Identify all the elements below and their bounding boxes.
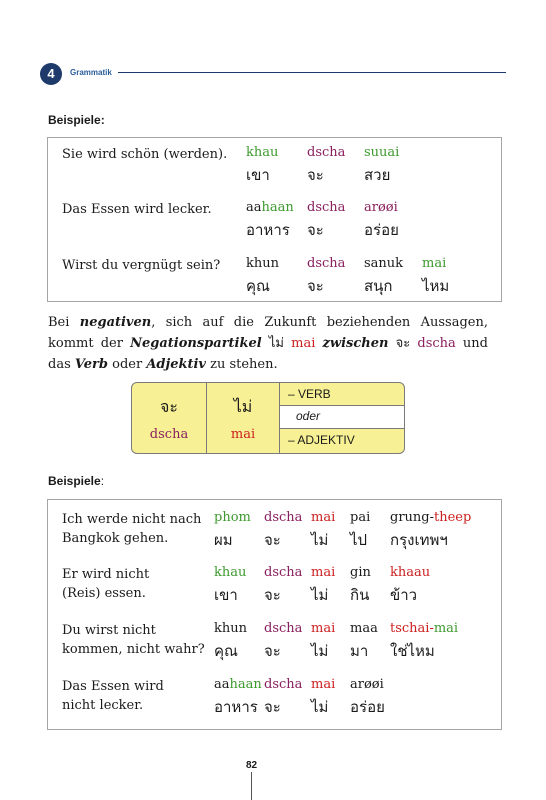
german-sentence: Er wird nicht (Reis) essen. [62,567,150,601]
thai-word: สนุก [364,277,393,295]
romanization: dscha [264,565,303,580]
romanization: dscha [307,145,346,160]
header-rule [118,72,506,73]
pattern-thai-mai: ไม่ [233,397,253,416]
romanization: tschai-mai [390,621,459,636]
romanization: mai [311,621,336,636]
thai-word: กรุงเทพฯ [390,531,448,549]
german-sentence: Ich werde nicht nach Bangkok gehen. [62,512,202,546]
romanization: mai [311,565,336,580]
thai-word: อาหาร [246,221,290,239]
romanization: arøøi [364,200,398,215]
romanization: dscha [264,677,303,692]
thai-word: ไม่ [311,698,329,716]
pattern-lat-dscha: dscha [149,427,189,442]
pattern-adjektiv: – ADJEKTIV [288,433,355,447]
thai-word: ไหม [422,277,450,295]
german-sentence: Sie wird schön (werden). [62,147,228,162]
romanization: khaau [390,565,431,580]
german-sentence: Wirst du vergnügt sein? [62,258,221,273]
thai-word: คุณ [214,642,238,660]
german-sentence: Das Essen wird lecker. [62,202,212,217]
page-number: 82 [246,760,258,771]
thai-word: อร่อย [350,698,385,716]
romanization: suuai [364,145,400,160]
explanation-paragraph: Bei negativen, sich auf die Zukunft beziehenden Aussagen, kommt der Negationspartikel ไม่ mai zwischen จะ dscha und das Verb oder Adjektiv zu stehen. [48,315,489,372]
thai-word: จะ [307,166,324,184]
romanization: khau [246,145,279,160]
section1-heading: Beispiele: [48,113,105,127]
romanization: dscha [264,621,303,636]
romanization: dscha [307,200,346,215]
thai-word: ใช่ไหม [390,642,435,660]
thai-word: จะ [264,586,281,604]
romanization: aahaan [214,677,262,692]
romanization: dscha [307,256,346,271]
romanization: dscha [264,510,303,525]
german-sentence: Das Essen wird nicht lecker. [62,679,164,713]
romanization: khun [214,621,247,636]
romanization: mai [311,510,336,525]
thai-word: กิน [350,586,370,604]
pattern-verb: – VERB [288,387,331,401]
pattern-lat-mai: mai [230,427,256,442]
thai-word: ไม่ [311,531,329,549]
thai-word: คุณ [246,277,270,295]
thai-word: สวย [364,166,391,184]
thai-word: ไม่ [311,586,329,604]
chapter-title: Grammatik [70,68,112,77]
thai-word: อร่อย [364,221,399,239]
thai-word: ไป [350,531,368,549]
thai-word: จะ [264,698,281,716]
chapter-number-badge: 4 [40,63,62,85]
thai-word: มา [350,642,369,660]
thai-word: เขา [214,586,238,604]
thai-word: ข้าว [390,586,418,604]
pattern-oder: oder [296,409,321,423]
footer-line [251,772,252,800]
romanization: maa [350,621,378,636]
thai-word: เขา [246,166,270,184]
thai-word: จะ [307,221,324,239]
romanization: arøøi [350,677,384,692]
romanization: grung-theep [390,510,472,525]
section2-heading: Beispiele: [48,474,105,488]
romanization: mai [422,256,447,271]
romanization: mai [311,677,336,692]
german-sentence: Du wirst nicht kommen, nicht wahr? [62,623,205,657]
romanization: gin [350,565,371,580]
romanization: khau [214,565,247,580]
thai-word: ไม่ [311,642,329,660]
thai-word: จะ [307,277,324,295]
thai-word: จะ [264,531,281,549]
romanization: phom [214,510,251,525]
thai-word: อาหาร [214,698,258,716]
thai-word: จะ [264,642,281,660]
pattern-table [131,382,405,454]
romanization: sanuk [364,256,404,271]
pattern-thai-dscha: จะ [160,397,178,416]
thai-word: ผม [214,531,233,549]
romanization: aahaan [246,200,294,215]
romanization: khun [246,256,279,271]
romanization: pai [350,510,371,525]
